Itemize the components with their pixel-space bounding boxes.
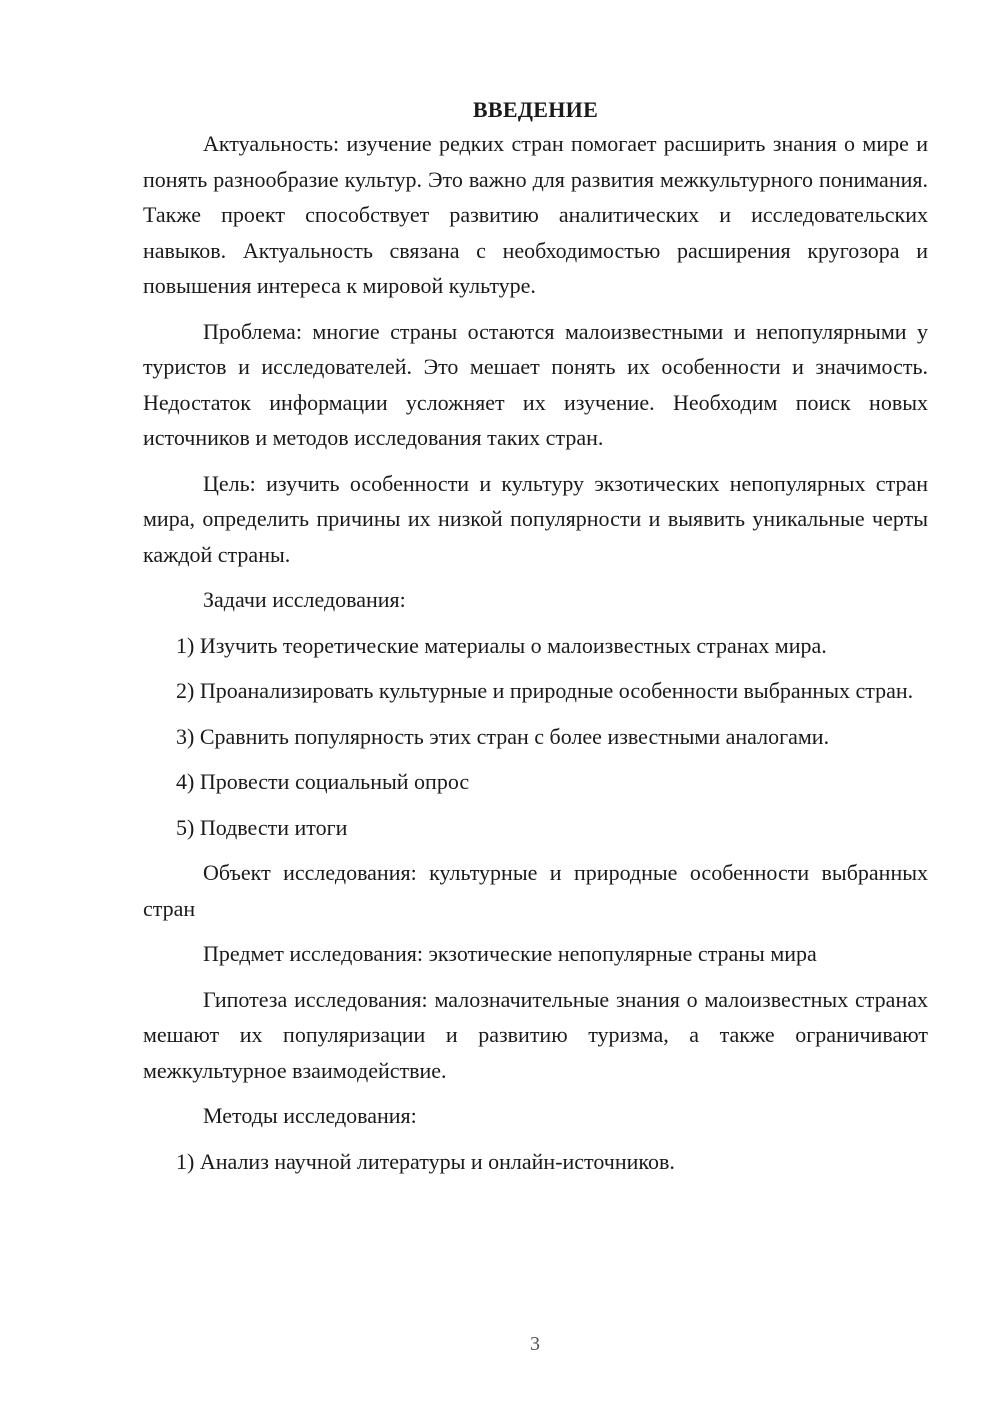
goal-paragraph: Цель: изучить особенности и культуру экзотических непопулярных стран мира, определить причины их низкой популярности и выявить уникальные черты каждой страны. (143, 470, 928, 567)
object-paragraph: Объект исследования: культурные и природные особенности выбранных стран (143, 860, 928, 921)
task-item-3: 3) Сравнить популярность этих стран с более известными аналогами. (176, 723, 830, 749)
page-number: 3 (530, 1333, 540, 1355)
page-title: ВВЕДЕНИЕ (472, 97, 599, 122)
document-page (143, 94, 928, 1189)
hypothesis-paragraph: Гипотеза исследования: малозначительные знания о малоизвестных странах мешают их популяризации и развитию туризма, а также ограничивают межкультурное взаимодействие. (143, 986, 928, 1083)
task-item-5: 5) Подвести итоги (176, 814, 348, 840)
problem-paragraph: Проблема: многие страны остаются малоизвестными и непопулярными у туристов и исследователей. Это мешает понять их особенности и значимость. Недостаток информации усложняет их изучение. Необходим поиск новых источников и методов исследования таких стран. (143, 318, 928, 450)
subject-paragraph: Предмет исследования: экзотические непопулярные страны мира (203, 941, 817, 966)
methods-title: Методы исследования: (203, 1103, 417, 1128)
task-item-2: 2) Проанализировать культурные и природные особенности выбранных стран. (176, 678, 914, 703)
relevance-paragraph: Актуальность: изучение редких стран помогает расширить знания о мире и понять разнообразие культур. Это важно для развития межкультурного понимания. Также проект способствует развитию аналитических и исследовательских навыков. Актуальность связана с необходимостью расширения кругозора и повышения интереса к мировой культуре. (143, 131, 928, 298)
method-item-1: 1) Анализ научной литературы и онлайн-источников. (176, 1148, 675, 1174)
task-item-1: 1) Изучить теоретические материалы о малоизвестных странах мира. (176, 632, 827, 658)
tasks-title: Задачи исследования: (203, 587, 406, 612)
task-item-4: 4) Провести социальный опрос (176, 769, 470, 794)
